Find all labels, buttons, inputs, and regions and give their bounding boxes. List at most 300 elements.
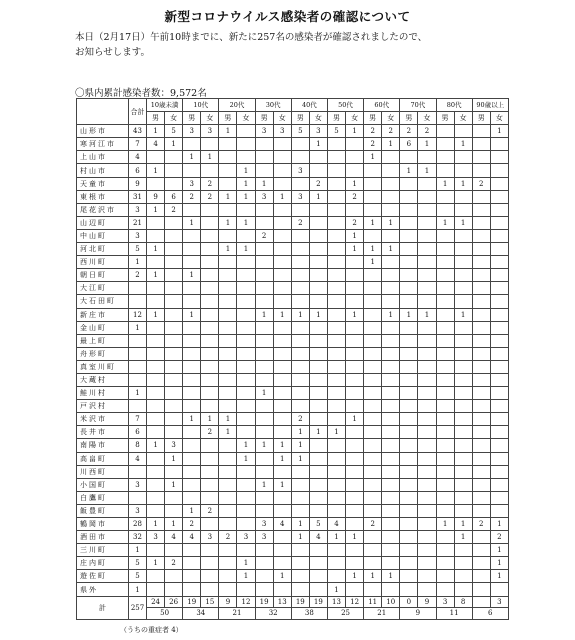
- case-cell: 1: [219, 125, 237, 138]
- case-cell: [309, 243, 327, 256]
- case-cell: 1: [418, 164, 436, 177]
- case-cell: [183, 452, 201, 465]
- case-cell: 4: [327, 518, 345, 531]
- case-cell: [436, 557, 454, 570]
- case-cell: 1: [291, 308, 309, 321]
- case-cell: 1: [346, 531, 364, 544]
- case-cell: [219, 334, 237, 347]
- header-female: 女: [309, 112, 327, 125]
- case-cell: [309, 465, 327, 478]
- case-cell: [454, 125, 472, 138]
- sum-age-cell: 6: [472, 608, 508, 620]
- case-cell: [346, 478, 364, 491]
- sum-sex-cell: 8: [454, 596, 472, 608]
- case-cell: [454, 387, 472, 400]
- case-cell: [273, 151, 291, 164]
- case-cell: 2: [219, 531, 237, 544]
- case-cell: [165, 164, 183, 177]
- case-cell: [490, 452, 508, 465]
- case-cell: 1: [237, 216, 255, 229]
- case-cell: [382, 360, 400, 373]
- case-cell: [291, 295, 309, 308]
- case-cell: [382, 164, 400, 177]
- case-cell: 1: [291, 439, 309, 452]
- table-row: [77, 229, 509, 242]
- case-cell: [309, 557, 327, 570]
- sum-age-cell: 21: [219, 608, 255, 620]
- case-cell: 1: [201, 151, 219, 164]
- header-female: 女: [165, 112, 183, 125]
- case-cell: [418, 269, 436, 282]
- case-cell: [291, 570, 309, 583]
- case-cell: [454, 413, 472, 426]
- case-cell: [436, 151, 454, 164]
- case-cell: [147, 347, 165, 360]
- row-total: [129, 347, 147, 360]
- case-cell: [291, 360, 309, 373]
- case-cell: 1: [346, 229, 364, 242]
- case-cell: [364, 373, 382, 386]
- case-cell: [327, 190, 345, 203]
- case-cell: [436, 504, 454, 517]
- case-cell: [472, 256, 490, 269]
- case-cell: [201, 360, 219, 373]
- case-cell: 1: [382, 216, 400, 229]
- case-cell: [309, 282, 327, 295]
- case-cell: [327, 243, 345, 256]
- case-cell: [454, 347, 472, 360]
- case-cell: [418, 544, 436, 557]
- case-cell: [147, 256, 165, 269]
- case-cell: [291, 334, 309, 347]
- table-row: [77, 413, 509, 426]
- case-cell: [472, 387, 490, 400]
- case-cell: [327, 282, 345, 295]
- case-cell: [472, 347, 490, 360]
- case-cell: [291, 229, 309, 242]
- table-row: [77, 243, 509, 256]
- case-cell: 1: [183, 308, 201, 321]
- case-cell: [454, 478, 472, 491]
- case-cell: 1: [219, 216, 237, 229]
- case-cell: [400, 413, 418, 426]
- case-cell: [255, 504, 273, 517]
- case-cell: [273, 177, 291, 190]
- case-cell: 1: [327, 426, 345, 439]
- case-cell: [183, 583, 201, 596]
- case-cell: [165, 465, 183, 478]
- case-cell: [255, 373, 273, 386]
- case-cell: [327, 387, 345, 400]
- case-cell: 1: [346, 125, 364, 138]
- case-cell: 1: [327, 531, 345, 544]
- case-cell: [400, 544, 418, 557]
- case-cell: [472, 334, 490, 347]
- case-cell: 1: [291, 452, 309, 465]
- case-cell: [436, 478, 454, 491]
- sum-age-cell: 32: [255, 608, 291, 620]
- sum-sex-cell: 19: [183, 596, 201, 608]
- case-cell: [382, 426, 400, 439]
- intro-line-2: お知らせします。: [75, 47, 150, 58]
- municipality-name: 新庄市: [77, 308, 129, 321]
- case-cell: [273, 282, 291, 295]
- case-cell: [327, 151, 345, 164]
- case-cell: [418, 465, 436, 478]
- case-cell: [327, 360, 345, 373]
- case-cell: 1: [382, 570, 400, 583]
- row-total: 7: [129, 138, 147, 151]
- case-cell: [436, 321, 454, 334]
- case-cell: [309, 360, 327, 373]
- case-cell: [327, 491, 345, 504]
- case-cell: 5: [327, 125, 345, 138]
- case-cell: [237, 544, 255, 557]
- case-cell: [183, 544, 201, 557]
- case-cell: [472, 321, 490, 334]
- case-cell: [364, 413, 382, 426]
- case-cell: [346, 426, 364, 439]
- municipality-name: 大石田町: [77, 295, 129, 308]
- header-female: 女: [490, 112, 508, 125]
- case-cell: [436, 413, 454, 426]
- case-cell: [309, 216, 327, 229]
- case-cell: [436, 491, 454, 504]
- sum-age-cell: 11: [436, 608, 472, 620]
- case-cell: 3: [255, 125, 273, 138]
- case-cell: [291, 138, 309, 151]
- case-cell: [436, 282, 454, 295]
- case-cell: [472, 151, 490, 164]
- case-cell: 2: [165, 203, 183, 216]
- case-cell: [490, 295, 508, 308]
- case-cell: 1: [147, 125, 165, 138]
- case-cell: [400, 203, 418, 216]
- case-cell: [418, 190, 436, 203]
- table-row: [77, 387, 509, 400]
- case-cell: [346, 321, 364, 334]
- case-cell: [255, 256, 273, 269]
- case-cell: [291, 321, 309, 334]
- case-cell: [400, 465, 418, 478]
- sum-sex-cell: 15: [201, 596, 219, 608]
- case-cell: [237, 282, 255, 295]
- case-cell: [273, 203, 291, 216]
- case-cell: [309, 400, 327, 413]
- case-cell: [400, 491, 418, 504]
- case-cell: [418, 426, 436, 439]
- case-cell: [436, 583, 454, 596]
- case-cell: [219, 360, 237, 373]
- case-cell: [219, 229, 237, 242]
- case-cell: [273, 243, 291, 256]
- case-cell: [237, 504, 255, 517]
- sum-total: 257: [129, 596, 147, 619]
- case-cell: [165, 504, 183, 517]
- case-cell: [364, 229, 382, 242]
- case-cell: [273, 216, 291, 229]
- case-cell: 1: [147, 203, 165, 216]
- case-cell: [418, 282, 436, 295]
- case-cell: [255, 557, 273, 570]
- case-cell: [201, 164, 219, 177]
- case-cell: 1: [237, 190, 255, 203]
- municipality-name: 東根市: [77, 190, 129, 203]
- case-cell: 1: [147, 308, 165, 321]
- case-cell: [346, 387, 364, 400]
- row-total: 4: [129, 452, 147, 465]
- case-cell: [436, 400, 454, 413]
- case-cell: 1: [237, 243, 255, 256]
- case-cell: 3: [183, 177, 201, 190]
- case-cell: [454, 491, 472, 504]
- case-cell: [400, 583, 418, 596]
- case-cell: 1: [490, 557, 508, 570]
- case-cell: [201, 308, 219, 321]
- case-cell: [201, 387, 219, 400]
- case-cell: [436, 295, 454, 308]
- case-cell: [309, 504, 327, 517]
- table-row: [77, 269, 509, 282]
- header-male: 男: [327, 112, 345, 125]
- case-cell: [490, 360, 508, 373]
- case-cell: [400, 426, 418, 439]
- case-cell: [237, 125, 255, 138]
- municipality-name: 三川町: [77, 544, 129, 557]
- case-cell: [309, 373, 327, 386]
- case-cell: [454, 465, 472, 478]
- sum-sex-cell: 19: [291, 596, 309, 608]
- row-total: 6: [129, 164, 147, 177]
- case-cell: [219, 387, 237, 400]
- case-cell: [165, 151, 183, 164]
- case-cell: [327, 544, 345, 557]
- case-cell: [346, 465, 364, 478]
- case-cell: [201, 243, 219, 256]
- case-cell: [346, 439, 364, 452]
- table-row: [77, 426, 509, 439]
- case-cell: [309, 491, 327, 504]
- case-cell: [454, 256, 472, 269]
- sum-sex-cell: 13: [273, 596, 291, 608]
- case-cell: [364, 465, 382, 478]
- case-cell: [418, 229, 436, 242]
- row-total: 1: [129, 387, 147, 400]
- case-cell: [472, 583, 490, 596]
- case-cell: 1: [346, 570, 364, 583]
- case-cell: [454, 243, 472, 256]
- municipality-name: 尾花沢市: [77, 203, 129, 216]
- case-cell: [490, 387, 508, 400]
- case-cell: [237, 465, 255, 478]
- row-total: [129, 282, 147, 295]
- case-cell: [183, 360, 201, 373]
- case-cell: [418, 360, 436, 373]
- case-cell: [364, 452, 382, 465]
- case-cell: [382, 531, 400, 544]
- case-cell: [147, 570, 165, 583]
- header-male: 男: [183, 112, 201, 125]
- row-total: 5: [129, 570, 147, 583]
- case-cell: [183, 478, 201, 491]
- case-cell: [183, 373, 201, 386]
- case-cell: [147, 465, 165, 478]
- case-cell: [418, 452, 436, 465]
- case-cell: [382, 151, 400, 164]
- case-cell: [201, 216, 219, 229]
- case-cell: [382, 282, 400, 295]
- header-male: 男: [255, 112, 273, 125]
- case-cell: [255, 426, 273, 439]
- row-total: 1: [129, 256, 147, 269]
- case-cell: 3: [147, 531, 165, 544]
- case-cell: [382, 177, 400, 190]
- case-cell: [436, 125, 454, 138]
- sum-sex-cell: 12: [346, 596, 364, 608]
- case-cell: [364, 190, 382, 203]
- case-cell: [219, 465, 237, 478]
- case-cell: [436, 308, 454, 321]
- case-cell: [237, 151, 255, 164]
- municipality-name: 真室川町: [77, 360, 129, 373]
- header-age-group: 40代: [291, 99, 327, 112]
- row-total: 1: [129, 544, 147, 557]
- case-cell: [490, 491, 508, 504]
- case-cell: [291, 504, 309, 517]
- case-cell: [327, 413, 345, 426]
- case-cell: 2: [400, 125, 418, 138]
- case-cell: [454, 229, 472, 242]
- case-cell: [255, 583, 273, 596]
- case-cell: [490, 216, 508, 229]
- case-cell: [418, 243, 436, 256]
- case-cell: [400, 570, 418, 583]
- case-cell: [400, 504, 418, 517]
- case-cell: [165, 360, 183, 373]
- case-cell: [201, 295, 219, 308]
- case-cell: [418, 203, 436, 216]
- case-cell: [454, 282, 472, 295]
- case-cell: [291, 282, 309, 295]
- sum-sex-cell: 19: [309, 596, 327, 608]
- case-cell: 3: [183, 125, 201, 138]
- case-cell: 1: [273, 478, 291, 491]
- table-row: [77, 125, 509, 138]
- case-cell: [472, 190, 490, 203]
- case-cell: [237, 138, 255, 151]
- table-row: [77, 504, 509, 517]
- case-cell: [327, 400, 345, 413]
- header-age-group: 70代: [400, 99, 436, 112]
- case-cell: 2: [291, 216, 309, 229]
- case-cell: [255, 243, 273, 256]
- case-cell: [346, 518, 364, 531]
- case-cell: [472, 360, 490, 373]
- case-cell: [364, 282, 382, 295]
- table-row: [77, 518, 509, 531]
- case-cell: [237, 229, 255, 242]
- case-cell: [165, 583, 183, 596]
- case-cell: 2: [201, 504, 219, 517]
- case-cell: [472, 452, 490, 465]
- case-cell: [219, 491, 237, 504]
- municipality-name: 山辺町: [77, 216, 129, 229]
- case-cell: [147, 400, 165, 413]
- case-cell: [400, 360, 418, 373]
- sum-age-cell: 34: [183, 608, 219, 620]
- table-row: [77, 439, 509, 452]
- case-cell: [255, 164, 273, 177]
- case-cell: [183, 465, 201, 478]
- case-cell: [436, 138, 454, 151]
- case-cell: [201, 347, 219, 360]
- case-cell: [490, 177, 508, 190]
- row-total: 5: [129, 243, 147, 256]
- case-cell: 1: [255, 478, 273, 491]
- case-cell: [147, 452, 165, 465]
- case-cell: [201, 583, 219, 596]
- case-cell: [400, 373, 418, 386]
- case-cell: [273, 295, 291, 308]
- case-cell: 1: [183, 151, 201, 164]
- municipality-name: 飯豊町: [77, 504, 129, 517]
- case-cell: 2: [364, 125, 382, 138]
- sum-sex-cell: 9: [418, 596, 436, 608]
- table-row: [77, 531, 509, 544]
- case-cell: [201, 570, 219, 583]
- case-cell: [436, 426, 454, 439]
- case-cell: [201, 138, 219, 151]
- case-table-body: [77, 99, 509, 620]
- case-cell: [165, 334, 183, 347]
- table-row: [77, 216, 509, 229]
- case-cell: [165, 373, 183, 386]
- case-cell: 1: [436, 177, 454, 190]
- case-cell: 1: [219, 426, 237, 439]
- header-female: 女: [454, 112, 472, 125]
- case-cell: 2: [472, 177, 490, 190]
- row-total: 28: [129, 518, 147, 531]
- case-cell: [418, 334, 436, 347]
- header-female: 女: [346, 112, 364, 125]
- case-cell: [183, 164, 201, 177]
- table-row: [77, 347, 509, 360]
- case-cell: [382, 373, 400, 386]
- case-cell: 3: [237, 531, 255, 544]
- case-cell: [454, 544, 472, 557]
- row-total: 6: [129, 426, 147, 439]
- row-total: [129, 334, 147, 347]
- case-cell: [291, 373, 309, 386]
- case-cell: [255, 138, 273, 151]
- row-total: 1: [129, 583, 147, 596]
- case-cell: [147, 544, 165, 557]
- case-cell: [237, 360, 255, 373]
- case-cell: [219, 544, 237, 557]
- case-cell: [472, 478, 490, 491]
- case-cell: [436, 439, 454, 452]
- case-cell: [255, 491, 273, 504]
- case-cell: [309, 387, 327, 400]
- case-cell: [273, 504, 291, 517]
- case-cell: [472, 413, 490, 426]
- row-total: [129, 373, 147, 386]
- case-cell: 2: [255, 229, 273, 242]
- case-cell: [147, 321, 165, 334]
- case-cell: [400, 177, 418, 190]
- header-male: 男: [436, 112, 454, 125]
- case-cell: [436, 243, 454, 256]
